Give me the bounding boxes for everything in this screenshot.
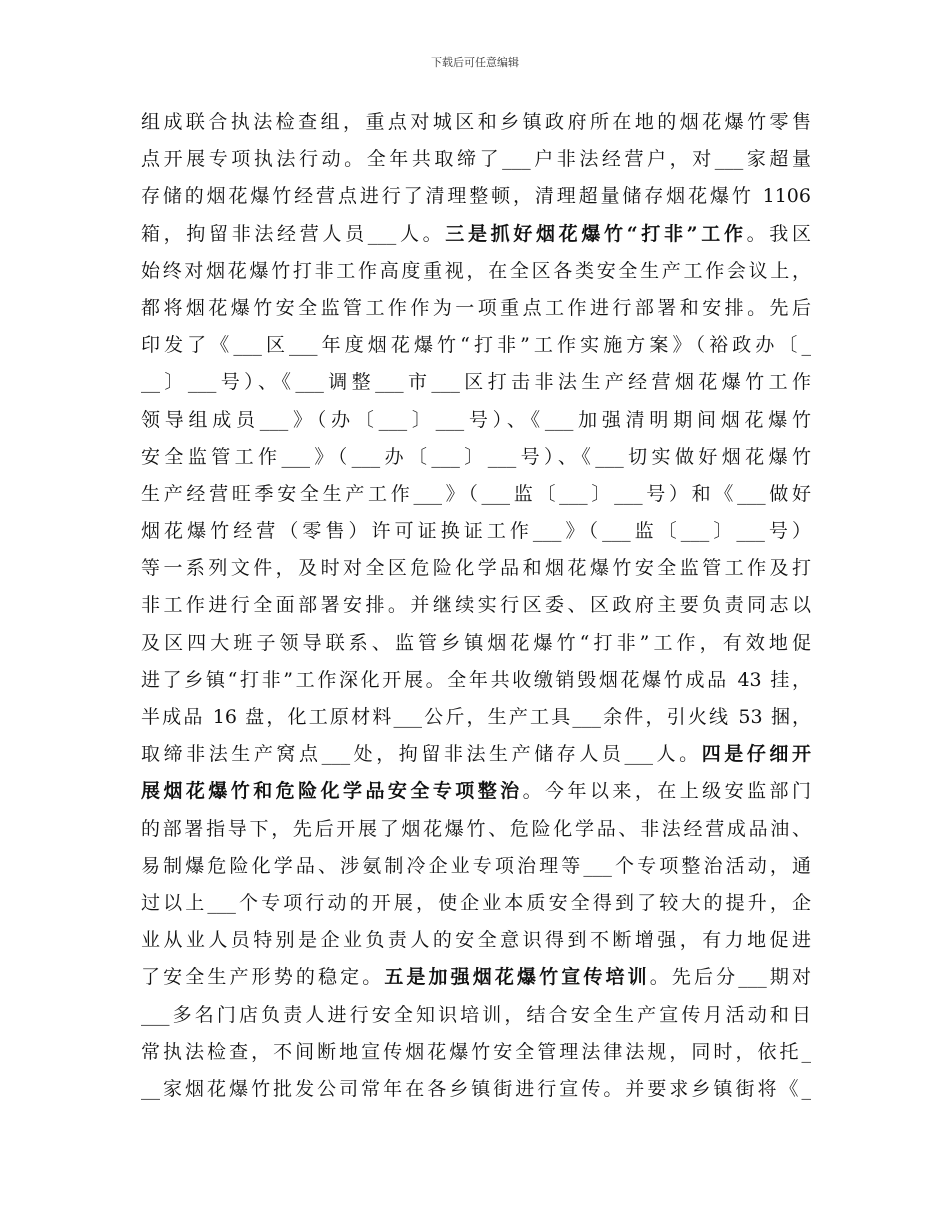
page-header: 下载后可任意编辑 — [431, 56, 519, 69]
text-segment: 安全监管工作___》（___办〔___〕___号）、《___切实做好烟花爆竹 — [141, 445, 811, 468]
text-segment: 烟花爆竹经营（零售）许可证换证工作___》（___监〔___〕___号） — [141, 520, 811, 543]
text-line — [141, 587, 811, 624]
text-line — [141, 922, 811, 959]
text-segment: 常执法检查，不间断地宣传烟花爆竹安全管理法律法规，同时，依托_ — [141, 1040, 811, 1063]
text-segment: 生产经营旺季安全生产工作___》（___监〔___〕___号）和《___做好 — [141, 482, 811, 505]
text-segment: 过以上___个专项行动的开展，使企业本质安全得到了较大的提升，企 — [141, 891, 811, 914]
text-line — [141, 104, 811, 141]
text-line — [141, 290, 811, 327]
bold-heading-text: 三是抓好烟花爆竹“打非”工作 — [445, 222, 747, 245]
text-segment: 半成品 16 盘，化工原材料___公斤，生产工具___余件，引火线 53 捆， — [141, 706, 811, 728]
text-segment: 点开展专项执法行动。全年共取缔了___户非法经营户，对___家超量 — [141, 148, 811, 171]
text-segment: 等一系列文件，及时对全区危险化学品和烟花爆竹安全监管工作及打 — [141, 557, 811, 580]
text-line — [141, 402, 811, 439]
text-line — [141, 216, 811, 253]
text-line — [141, 959, 811, 996]
text-segment: 及区四大班子领导联系、监管乡镇烟花爆竹“打非”工作，有效地促 — [141, 631, 811, 654]
text-line — [141, 513, 811, 550]
text-line — [141, 253, 811, 290]
text-segment: 了安全生产形势的稳定。 — [141, 966, 385, 989]
text-segment: 始终对烟花爆竹打非工作高度重视，在全区各类安全生产工作会议上， — [141, 259, 811, 282]
text-segment: 都将烟花爆竹安全监管工作作为一项重点工作进行部署和安排。先后 — [141, 296, 811, 319]
text-segment: 进了乡镇“打非”工作深化开展。全年共收缴销毁烟花爆竹成品 43 挂， — [141, 668, 811, 691]
text-line — [141, 439, 811, 476]
text-line — [141, 848, 811, 885]
bold-heading-text: 五是加强烟花爆竹宣传培训 — [384, 966, 650, 989]
text-line — [141, 476, 811, 513]
text-line — [141, 625, 811, 662]
text-segment: 的部署指导下，先后开展了烟花爆竹、危险化学品、非法经营成品油、 — [141, 817, 811, 840]
text-segment: 箱，拘留非法经营人员___人。 — [141, 222, 446, 245]
text-line — [141, 811, 811, 848]
text-segment: 。我区 — [746, 222, 811, 245]
body-text — [141, 104, 811, 1108]
text-segment: 组成联合执法检查组，重点对城区和乡镇政府所在地的烟花爆竹零售 — [141, 111, 811, 133]
text-segment: __家烟花爆竹批发公司常年在各乡镇街进行宣传。并要求乡镇街将《_ — [141, 1077, 811, 1100]
text-line — [141, 736, 811, 773]
text-line — [141, 662, 811, 699]
text-line — [141, 364, 811, 401]
text-segment: 。先后分___期对 — [649, 966, 811, 989]
text-line — [141, 327, 811, 364]
text-segment: 易制爆危险化学品、涉氨制冷企业专项治理等___个专项整治活动，通 — [141, 854, 811, 877]
text-line — [141, 178, 811, 215]
text-line — [141, 773, 811, 810]
text-segment: ___多名门店负责人进行安全知识培训，结合安全生产宣传月活动和日 — [141, 1003, 811, 1026]
text-line — [141, 699, 811, 736]
text-segment: 印发了《___区___年度烟花爆竹“打非”工作实施方案》（裕政办〔_ — [141, 334, 811, 357]
text-line — [141, 141, 811, 178]
text-segment: 领导组成员___》（办〔___〕___号）、《___加强清明期间烟花爆竹 — [141, 408, 811, 431]
text-segment: 。今年以来，在上级安监部门 — [522, 780, 811, 803]
text-line — [141, 550, 811, 587]
text-line — [141, 1034, 811, 1071]
text-segment: 业从业人员特别是企业负责人的安全意识得到不断增强，有力地促进 — [141, 929, 811, 952]
text-line — [141, 997, 811, 1034]
text-line — [141, 1071, 811, 1108]
text-segment: __〕___号）、《___调整___市___区打击非法生产经营烟花爆竹工作 — [141, 371, 811, 394]
text-segment: 非工作进行全面部署安排。并继续实行区委、区政府主要负责同志以 — [141, 594, 811, 617]
bold-heading-text: 四是仔细开 — [701, 743, 811, 766]
bold-heading-text: 展烟花爆竹和危险化学品安全专项整治 — [141, 780, 523, 803]
text-line — [141, 885, 811, 922]
text-segment: 存储的烟花爆竹经营点进行了清理整顿，清理超量储存烟花爆竹 1106 — [141, 185, 811, 208]
text-segment: 取缔非法生产窝点___处，拘留非法生产储存人员___人。 — [141, 743, 702, 766]
